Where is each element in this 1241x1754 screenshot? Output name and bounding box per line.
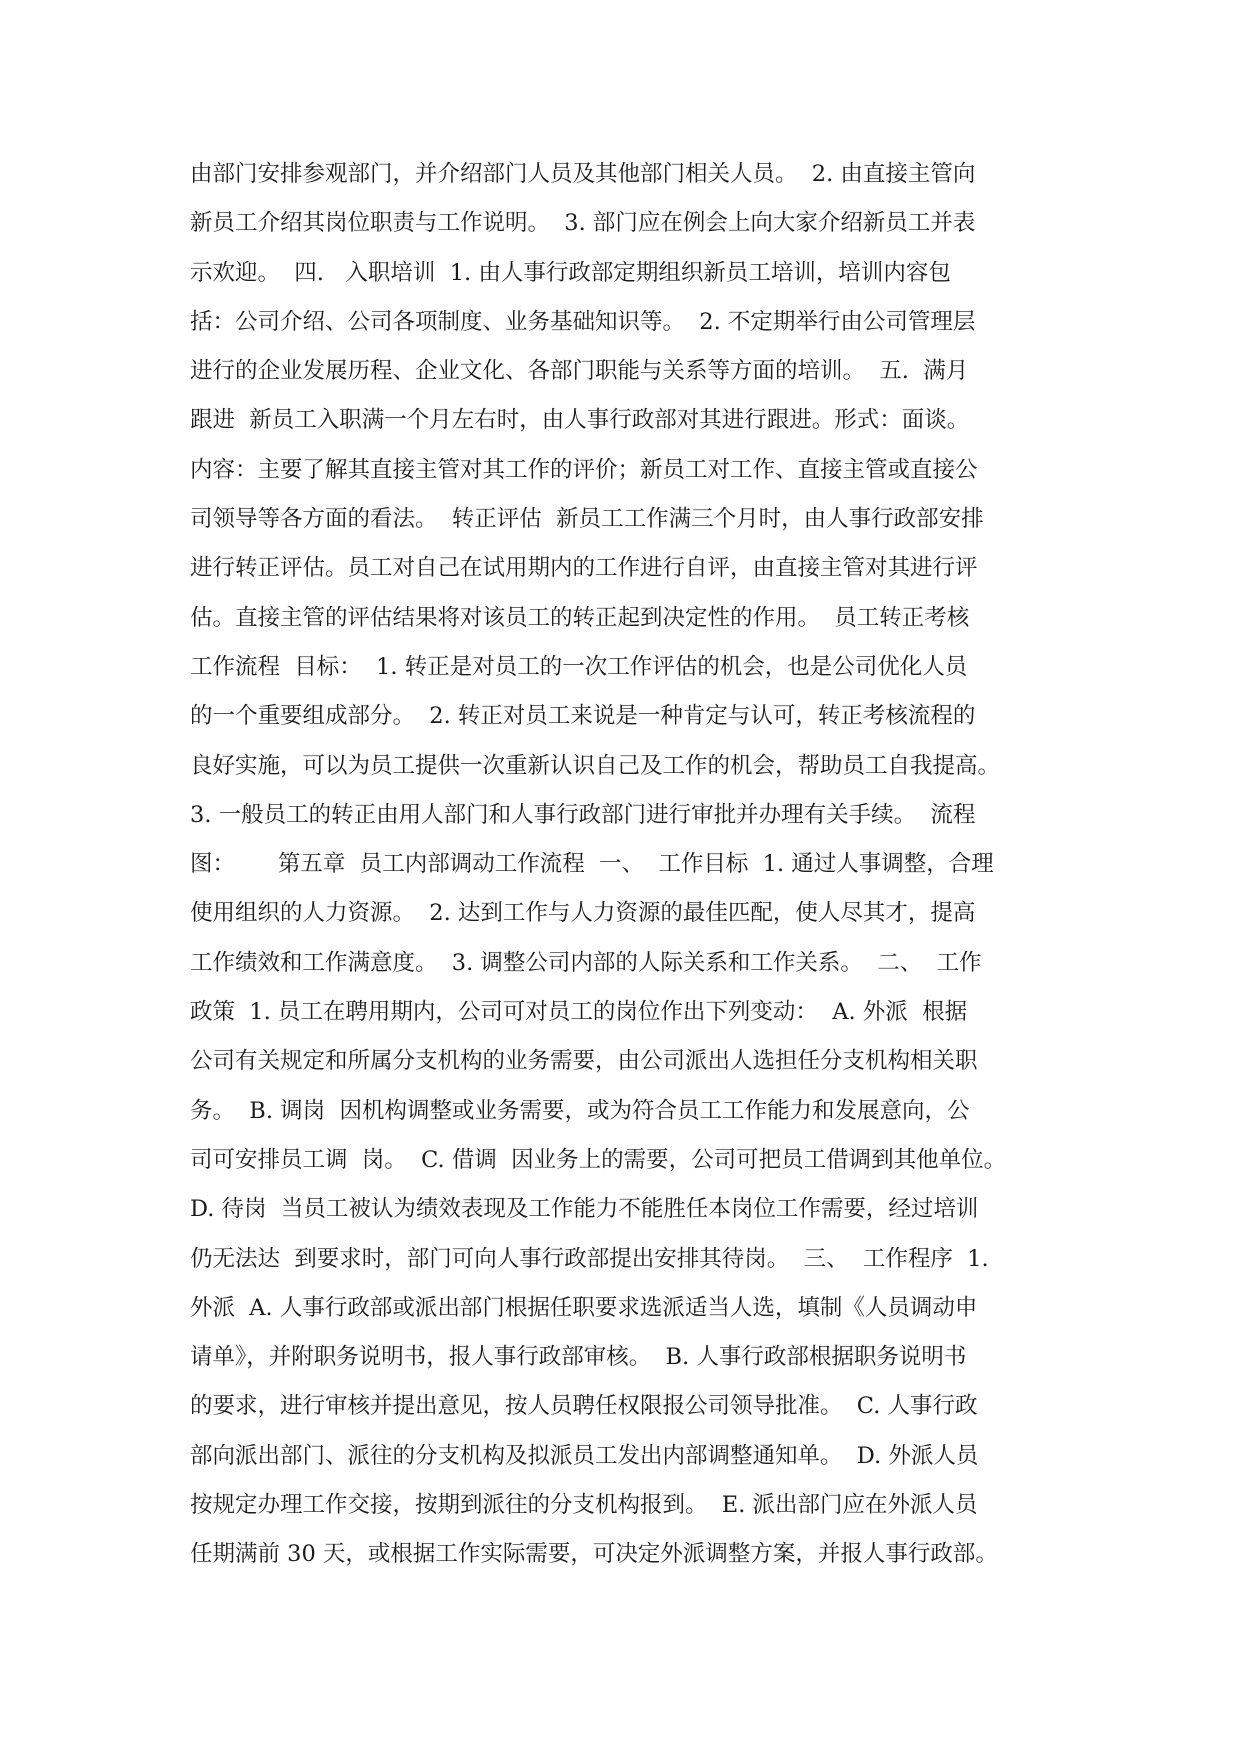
text-line: 3. 一般员工的转正由用人部门和人事行政部门进行审批并办理有关手续。 流程 xyxy=(190,801,976,828)
text-line: 务。 B. 调岗 因机构调整或业务需要，或为符合员工工作能力和发展意向，公 xyxy=(190,1097,970,1124)
body-text xyxy=(190,156,1090,1586)
text-line: 跟进 新员工入职满一个月左右时，由人事行政部对其进行跟进。形式：面谈。 xyxy=(190,407,970,434)
text-line: 请单》，并附职务说明书，报人事行政部审核。 B. 人事行政部根据职务说明书 xyxy=(190,1344,967,1371)
text-line: 公司有关规定和所属分支机构的业务需要，由公司派出人选担任分支机构相关职 xyxy=(190,1048,978,1075)
text-line: 司可安排员工调 岗。 C. 借调 因业务上的需要，公司可把员工借调到其他单位。 xyxy=(190,1146,1007,1173)
text-line: 示欢迎。 四. 入职培训 1. 由人事行政部定期组织新员工培训，培训内容包 xyxy=(190,259,951,286)
text-line: D. 待岗 当员工被认为绩效表现及工作能力不能胜任本岗位工作需要，经过培训 xyxy=(190,1196,979,1223)
text-line: 按规定办理工作交接，按期到派往的分支机构报到。 E. 派出部门应在外派人员 xyxy=(190,1492,978,1519)
text-line: 工作绩效和工作满意度。 3. 调整公司内部的人际关系和工作关系。 二、 工作 xyxy=(190,949,982,976)
text-line: 工作流程 目标： 1. 转正是对员工的一次工作评估的机会，也是公司优化人员 xyxy=(190,653,968,680)
text-line: 新员工介绍其岗位职责与工作说明。 3. 部门应在例会上向大家介绍新员工并表 xyxy=(190,210,976,237)
text-line: 使用组织的人力资源。 2. 达到工作与人力资源的最佳匹配，使人尽其才，提高 xyxy=(190,900,976,927)
text-line: 进行的企业发展历程、企业文化、各部门职能与关系等方面的培训。 五. 满月 xyxy=(190,358,969,385)
text-line: 括：公司介绍、公司各项制度、业务基础知识等。 2. 不定期举行由公司管理层 xyxy=(190,308,976,335)
text-line: 部向派出部门、派往的分支机构及拟派员工发出内部调整通知单。 D. 外派人员 xyxy=(190,1442,979,1469)
text-line: 的要求，进行审核并提出意见，按人员聘任权限报公司领导批准。 C. 人事行政 xyxy=(190,1393,978,1420)
text-line: 司领导等各方面的看法。 转正评估 新员工工作满三个月时，由人事行政部安排 xyxy=(190,506,984,533)
text-line: 的一个重要组成部分。 2. 转正对员工来说是一种肯定与认可，转正考核流程的 xyxy=(190,703,976,730)
text-line: 估。直接主管的评估结果将对该员工的转正起到决定性的作用。 员工转正考核 xyxy=(190,604,970,631)
text-line: 由部门安排参观部门，并介绍部门人员及其他部门相关人员。 2. 由直接主管向 xyxy=(190,161,976,187)
text-line: 图： 第五章 员工内部调动工作流程 一、 工作目标 1. 通过人事调整，合理 xyxy=(190,851,994,878)
text-line: 进行转正评估。员工对自己在试用期内的工作进行自评，由直接主管对其进行评 xyxy=(190,555,978,582)
text-line: 仍无法达 到要求时，部门可向人事行政部提出安排其待岗。 三、 工作程序 1. xyxy=(190,1245,989,1272)
text-line: 内容：主要了解其直接主管对其工作的评价；新员工对工作、直接主管或直接公 xyxy=(190,456,978,483)
text-line: 良好实施，可以为员工提供一次重新认识自己及工作的机会，帮助员工自我提高。 xyxy=(190,752,1001,779)
text-line: 任期满前 30 天，或根据工作实际需要，可决定外派调整方案，并报人事行政部。 xyxy=(190,1541,998,1568)
text-line: 外派 A. 人事行政部或派出部门根据任职要求选派适当人选，填制《人员调动申 xyxy=(190,1294,978,1321)
text-line: 政策 1. 员工在聘用期内，公司可对员工的岗位作出下列变动： A. 外派 根据 xyxy=(190,999,968,1026)
